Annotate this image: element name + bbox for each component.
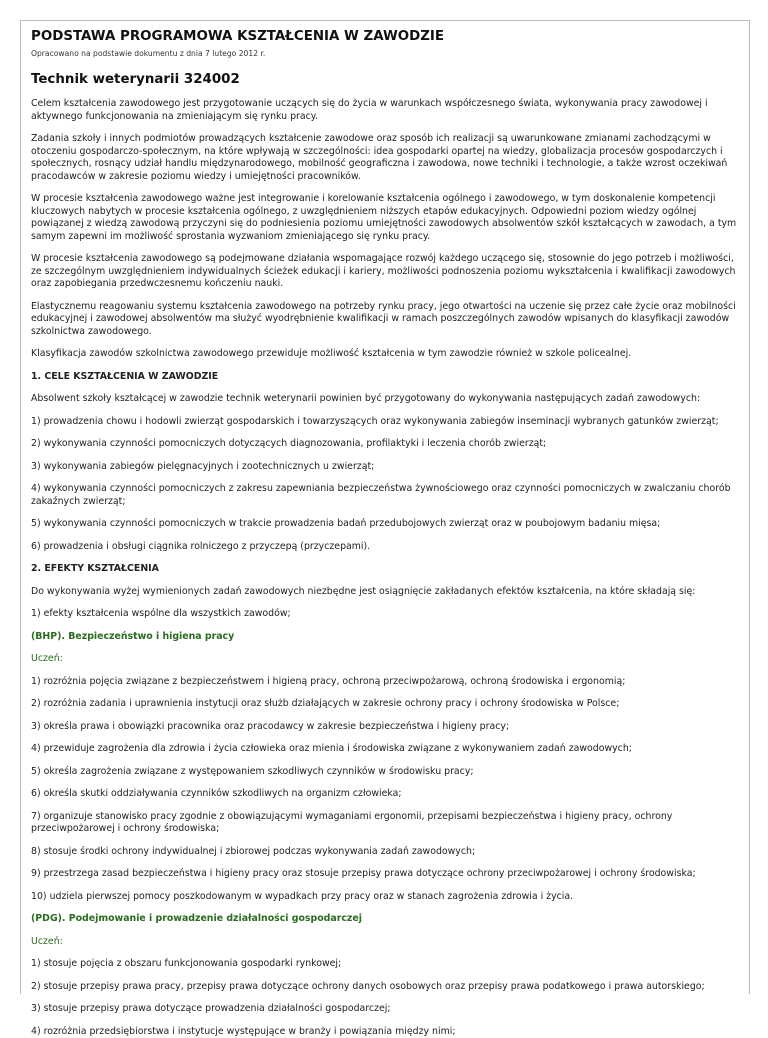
bhp-item: 8) stosuje środki ochrony indywidualnej i zbiorowej podczas wykonywania zadań zawodowych; [31, 846, 739, 859]
pdg-uczen-label: Uczeń: [31, 936, 739, 949]
section-lead: Do wykonywania wyżej wymienionych zadań zawodowych niezbędne jest osiągnięcie zakładanych efektów kształcenia, na które składają się: [31, 586, 739, 599]
bhp-item: 5) określa zagrożenia związane z występowaniem szkodliwych czynników w środowisku pracy; [31, 766, 739, 779]
bhp-item: 1) rozróżnia pojęcia związane z bezpieczeństwem i higieną pracy, ochroną przeciwpożarową, ochroną środowiska i ergonomią; [31, 676, 739, 689]
job-title: Technik weterynarii 324002 [31, 72, 739, 87]
intro-paragraph: Zadania szkoły i innych podmiotów prowadzących kształcenie zawodowe oraz sposób ich realizacji są uwarunkowane zmianami zachodzącymi w otoczeniu gospodarczo-społecznym, na które wpływają w szczególności: idea gospodarki opartej na wiedzy, globalizacja procesów gospodarczych i społecznych, rosnący udział handlu międzynarodowego, mobilność geograficzna i zawodowa, nowe techniki i technologie, a także wzrost oczekiwań pracodawców w zakresie poziomu wiedzy i umiejętności pracowników. [31, 133, 739, 183]
intro-paragraph: W procesie kształcenia zawodowego są podejmowane działania wspomagające rozwój każdego uczącego się, stosownie do jego potrzeb i możliwości, ze szczególnym uwzględnieniem indywidualnych ścieżek edukacji i kariery, możliwości podnoszenia poziomu wykształcenia i kwalifikacji zawodowych oraz zapobiegania przedwczesnemu kończeniu nauki. [31, 253, 739, 291]
bhp-heading: (BHP). Bezpieczeństwo i higiena pracy [31, 631, 739, 644]
section-lead: Absolwent szkoły kształcącej w zawodzie technik weterynarii powinien być przygotowany do wykonywania następujących zadań zawodowych: [31, 393, 739, 406]
bhp-item: 7) organizuje stanowisko pracy zgodnie z obowiązującymi wymaganiami ergonomii, przepisami bezpieczeństwa i higieny pracy, ochrony przeciwpożarowej i ochrony środowiska; [31, 811, 739, 836]
pdg-item: 1) stosuje pojęcia z obszaru funkcjonowania gospodarki rynkowej; [31, 958, 739, 971]
bhp-item: 9) przestrzega zasad bezpieczeństwa i higieny pracy oraz stosuje przepisy prawa dotyczące ochrony przeciwpożarowej i ochrony środowiska; [31, 868, 739, 881]
task-item: 2) wykonywania czynności pomocniczych dotyczących diagnozowania, profilaktyki i leczenia chorób zwierząt; [31, 438, 739, 451]
bhp-item: 3) określa prawa i obowiązki pracownika oraz pracodawcy w zakresie bezpieczeństwa i higieny pracy; [31, 721, 739, 734]
pdg-heading: (PDG). Podejmowanie i prowadzenie działalności gospodarczej [31, 913, 739, 926]
bhp-uczen-label: Uczeń: [31, 653, 739, 666]
task-item: 5) wykonywania czynności pomocniczych w trakcie prowadzenia badań przedubojowych zwierząt oraz w poubojowym badaniu mięsa; [31, 518, 739, 531]
document-subtitle: Opracowano na podstawie dokumentu z dnia 7 lutego 2012 r. [31, 49, 739, 58]
bhp-item: 4) przewiduje zagrożenia dla zdrowia i życia człowieka oraz mienia i środowiska związane z wykonywaniem zadań zawodowych; [31, 743, 739, 756]
document-page [20, 20, 750, 994]
pdg-item: 2) stosuje przepisy prawa pracy, przepisy prawa dotyczące ochrony danych osobowych oraz przepisy prawa podatkowego i prawa autorskiego; [31, 981, 739, 994]
task-item: 6) prowadzenia i obsługi ciągnika rolniczego z przyczepą (przyczepami). [31, 541, 739, 554]
intro-paragraph: Elastycznemu reagowaniu systemu kształcenia zawodowego na potrzeby rynku pracy, jego otwartości na uczenie się przez całe życie oraz mobilności edukacyjnej i zawodowej absolwentów ma służyć wyodrębnienie kwalifikacji w ramach poszczególnych zawodów wpisanych do klasyfikacji zawodów szkolnictwa zawodowego. [31, 301, 739, 339]
task-item: 3) wykonywania zabiegów pielęgnacyjnych i zootechnicznych u zwierząt; [31, 461, 739, 474]
section-heading: 2. EFEKTY KSZTAŁCENIA [31, 563, 739, 576]
task-item: 1) prowadzenia chowu i hodowli zwierząt gospodarskich i towarzyszących oraz wykonywania zabiegów inseminacji wybranych gatunków zwierząt; [31, 416, 739, 429]
bhp-item: 10) udziela pierwszej pomocy poszkodowanym w wypadkach przy pracy oraz w stanach zagrożenia zdrowia i życia. [31, 891, 739, 904]
pdg-item: 3) stosuje przepisy prawa dotyczące prowadzenia działalności gospodarczej; [31, 1003, 739, 1016]
bhp-item: 6) określa skutki oddziaływania czynników szkodliwych na organizm człowieka; [31, 788, 739, 801]
document-title: PODSTAWA PROGRAMOWA KSZTAŁCENIA W ZAWODZIE [31, 29, 739, 44]
intro-paragraph: W procesie kształcenia zawodowego ważne jest integrowanie i korelowanie kształcenia ogólnego i zawodowego, w tym doskonalenie kompetencji kluczowych nabytych w procesie kształcenia ogólnego, z uwzględnieniem niższych etapów edukacyjnych. Odpowiedni poziom wiedzy ogólnej powiązanej z wiedzą zawodową przyczyni się do podniesienia poziomu umiejętności zawodowych absolwentów szkół kształcących w zawodach, a tym samym zapewni im możliwość sprostania wyzwaniom zmieniającego się rynku pracy. [31, 193, 739, 243]
section-subitem: 1) efekty kształcenia wspólne dla wszystkich zawodów; [31, 608, 739, 621]
pdg-item: 4) rozróżnia przedsiębiorstwa i instytucje występujące w branży i powiązania między nimi; [31, 1026, 739, 1038]
intro-paragraph: Celem kształcenia zawodowego jest przygotowanie uczących się do życia w warunkach współczesnego świata, wykonywania pracy zawodowej i aktywnego funkcjonowania na zmieniającym się rynku pracy. [31, 98, 739, 123]
bhp-item: 2) rozróżnia zadania i uprawnienia instytucji oraz służb działających w zakresie ochrony pracy i ochrony środowiska w Polsce; [31, 698, 739, 711]
intro-paragraph: Klasyfikacja zawodów szkolnictwa zawodowego przewiduje możliwość kształcenia w tym zawodzie również w szkole policealnej. [31, 348, 739, 361]
section-heading: 1. CELE KSZTAŁCENIA W ZAWODZIE [31, 371, 739, 384]
task-item: 4) wykonywania czynności pomocniczych z zakresu zapewniania bezpieczeństwa żywnościowego oraz czynności pomocniczych w zwalczaniu chorób zakaźnych zwierząt; [31, 483, 739, 508]
